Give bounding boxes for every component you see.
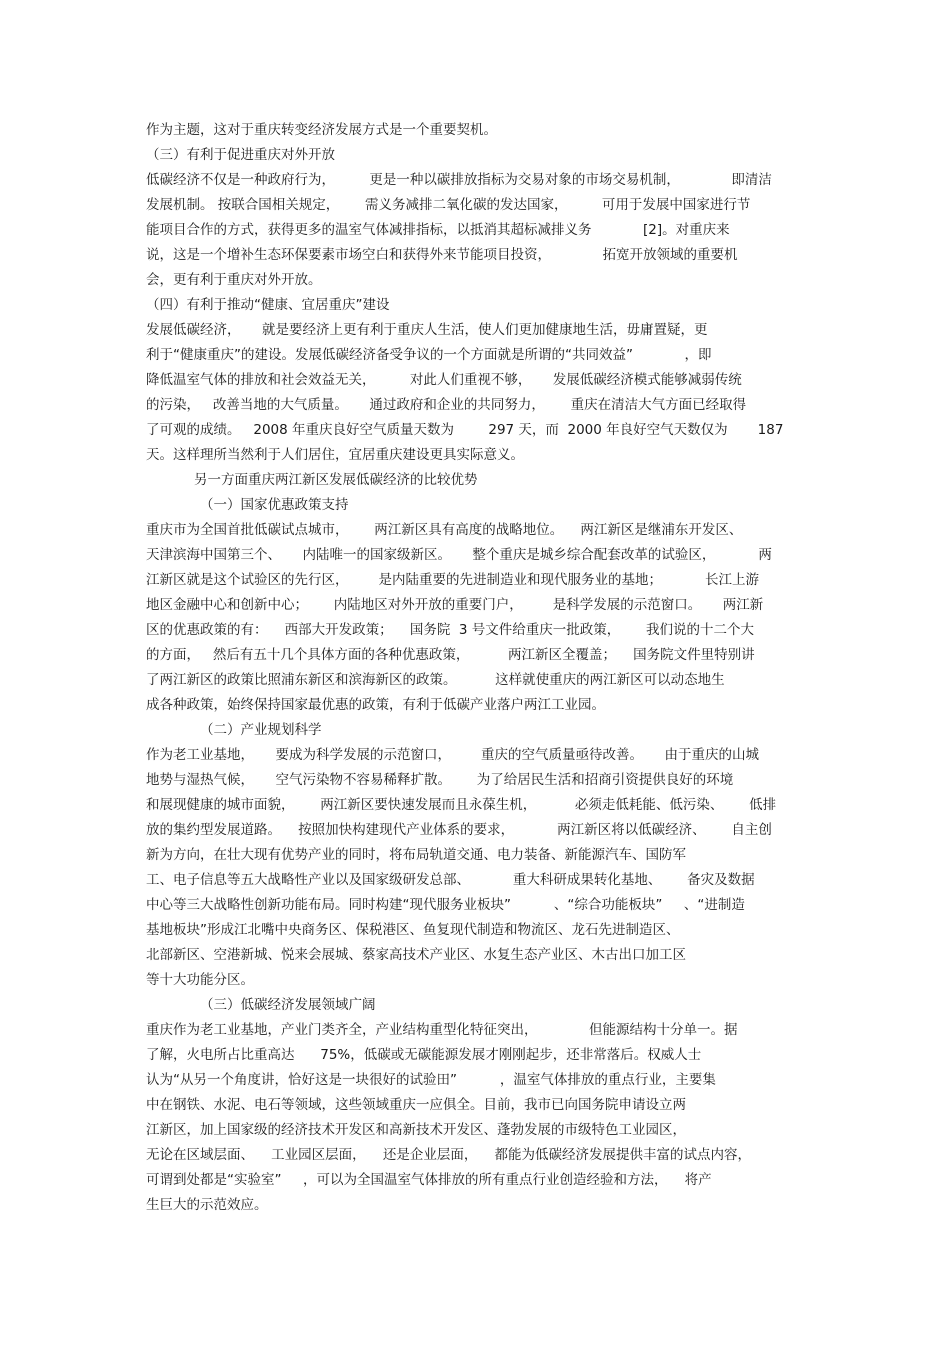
- paragraph-line: 降低温室气体的排放和社会效益无关， 对此人们重视不够， 发展低碳经济模式能够减弱传统: [146, 372, 742, 388]
- paragraph-line: 认为“从另一个角度讲，恰好这是一块很好的试验田” ，温室气体排放的重点行业，主要集: [146, 1072, 716, 1088]
- paragraph-line: 可谓到处都是“实验室” ，可以为全国温室气体排放的所有重点行业创造经验和方法， 将产: [146, 1172, 712, 1188]
- paragraph-line: 地势与湿热气候， 空气污染物不容易稀释扩散。 为了给居民生活和招商引资提供良好的环境: [146, 772, 734, 788]
- paragraph-line: 说，这是一个增补生态环保要素市场空白和获得外来节能项目投资， 拓宽开放领域的重要机: [146, 247, 738, 263]
- paragraph-line: 会，更有利于重庆对外开放。: [146, 272, 322, 288]
- paragraph-line: 北部新区、空港新城、悦来会展城、蔡家高技术产业区、水复生态产业区、木古出口加工区: [146, 947, 686, 963]
- paragraph-line: 和展现健康的城市面貌， 两江新区要快速发展而且永葆生机， 必须走低耗能、低污染、 低排: [146, 797, 777, 813]
- paragraph-line: 工、电子信息等五大战略性产业以及国家级研发总部、 重大科研成果转化基地、 备灾及数据: [146, 872, 755, 888]
- paragraph-line: 发展低碳经济， 就是要经济上更有利于重庆人生活，使人们更加健康地生活，毋庸置疑，更: [146, 322, 708, 338]
- paragraph-line: 生巨大的示范效应。: [146, 1197, 268, 1213]
- section-heading: （三）有利于促进重庆对外开放: [146, 147, 335, 163]
- paragraph-line: 新为方向，在壮大现有优势产业的同时，将布局轨道交通、电力装备、新能源汽车、国防军: [146, 847, 686, 863]
- paragraph-line: 重庆作为老工业基地，产业门类齐全，产业结构重型化特征突出， 但能源结构十分单一。据: [146, 1022, 738, 1038]
- paragraph-line: 作为老工业基地， 要成为科学发展的示范窗口， 重庆的空气质量亟待改善。 由于重庆的山城: [146, 747, 759, 763]
- paragraph-line: 的污染， 改善当地的大气质量。 通过政府和企业的共同努力， 重庆在清洁大气方面已经取得: [146, 397, 747, 413]
- paragraph-line: 发展机制。 按联合国相关规定， 需义务减排二氧化碳的发达国家， 可用于发展中国家进行节: [146, 197, 751, 213]
- paragraph-line: 地区金融中心和创新中心； 内陆地区对外开放的重要门户， 是科学发展的示范窗口。 两江新: [146, 597, 764, 613]
- paragraph-line: 天。这样理所当然利于人们居住，宜居重庆建设更具实际意义。: [146, 447, 524, 463]
- section-heading: 另一方面重庆两江新区发展低碳经济的比较优势: [194, 472, 478, 488]
- paragraph-line: 放的集约型发展道路。 按照加快构建现代产业体系的要求， 两江新区将以低碳经济、 自主创: [146, 822, 772, 838]
- paragraph-line: 基地板块”形成江北嘴中央商务区、保税港区、鱼复现代制造和物流区、龙石先进制造区、: [146, 922, 680, 938]
- paragraph-line: 重庆市为全国首批低碳试点城市， 两江新区具有高度的战略地位。 两江新区是继浦东开发区、: [146, 522, 743, 538]
- paragraph-line: 中在钢铁、水泥、电石等领域，这些领域重庆一应俱全。目前，我市已向国务院申请设立两: [146, 1097, 686, 1113]
- paragraph-line: 了可观的成绩。 2008 年重庆良好空气质量天数为 297 天，而 2000 年良好空气天数仅为 187: [146, 422, 784, 438]
- paragraph-line: 利于“健康重庆”的建设。发展低碳经济备受争议的一个方面就是所谓的“共同效益” ，即: [146, 347, 712, 363]
- paragraph-line: 江新区就是这个试验区的先行区， 是内陆重要的先进制造业和现代服务业的基地； 长江上游: [146, 572, 759, 588]
- paragraph-line: 能项目合作的方式，获得更多的温室气体减排指标，以抵消其超标减排义务 [2]。对重庆来: [146, 222, 730, 238]
- section-heading: （二）产业规划科学: [200, 722, 322, 738]
- paragraph-line: 了两江新区的政策比照浦东新区和滨海新区的政策。 这样就使重庆的两江新区可以动态地生: [146, 672, 725, 688]
- paragraph-line: 的方面， 然后有五十几个具体方面的各种优惠政策， 两江新区全覆盖； 国务院文件里特别讲: [146, 647, 755, 663]
- paragraph-line: 无论在区域层面、 工业园区层面， 还是企业层面， 都能为低碳经济发展提供丰富的试点内容，: [146, 1147, 751, 1163]
- paragraph-line: 等十大功能分区。: [146, 972, 254, 988]
- paragraph-line: 成各种政策，始终保持国家最优惠的政策，有利于低碳产业落户两江工业园。: [146, 697, 605, 713]
- paragraph-line: 了解，火电所占比重高达 75%，低碳或无碳能源发展才刚刚起步，还非常落后。权威人士: [146, 1047, 702, 1063]
- paragraph-line: 低碳经济不仅是一种政府行为， 更是一种以碳排放指标为交易对象的市场交易机制， 即清洁: [146, 172, 772, 188]
- paragraph-line: 江新区，加上国家级的经济技术开发区和高新技术开发区、蓬勃发展的市级特色工业园区，: [146, 1122, 686, 1138]
- paragraph-line: 作为主题，这对于重庆转变经济发展方式是一个重要契机。: [146, 122, 497, 138]
- paragraph-line: 区的优惠政策的有： 西部大开发政策； 国务院 3 号文件给重庆一批政策， 我们说的十二个大: [146, 622, 755, 638]
- section-heading: （一）国家优惠政策支持: [200, 497, 349, 513]
- paragraph-line: 中心等三大战略性创新功能布局。同时构建“现代服务业板块” 、“综合功能板块” 、“进制造: [146, 897, 745, 913]
- paragraph-line: 天津滨海中国第三个、 内陆唯一的国家级新区。 整个重庆是城乡综合配套改革的试验区， 两: [146, 547, 772, 563]
- section-heading: （三）低碳经济发展领域广阔: [200, 997, 376, 1013]
- section-heading: （四）有利于推动“健康、宜居重庆”建设: [146, 297, 390, 313]
